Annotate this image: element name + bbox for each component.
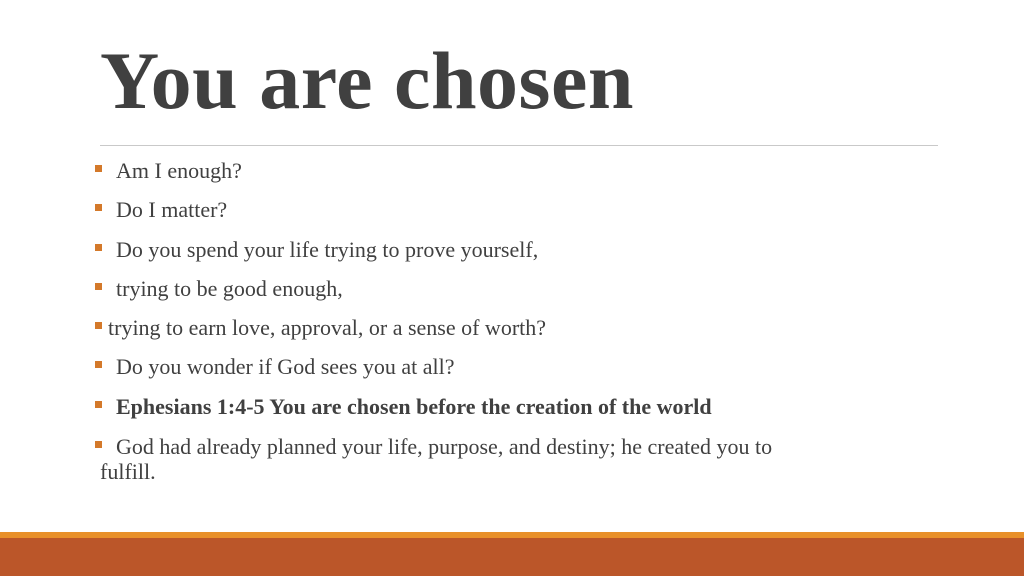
bullet-item-scripture [95,394,712,420]
square-bullet-icon [95,401,102,408]
bullet-text: trying to earn love, approval, or a sense of worth? [108,315,547,340]
bullet-text: Ephesians 1:4-5 You are chosen before the creation of the world [116,394,712,419]
bullet-text: Am I enough? [116,158,242,183]
bullet-item [95,158,242,184]
square-bullet-icon [95,322,102,329]
footer-bar [0,538,1024,576]
bullet-text: Do I matter? [116,197,228,222]
bullet-item [95,276,343,302]
square-bullet-icon [95,283,102,290]
bullet-text-continuation: fulfill. [100,459,156,484]
square-bullet-icon [95,361,102,368]
bullet-text: God had already planned your life, purpose, and destiny; he created you to [116,434,773,459]
slide-title: You are chosen [100,35,634,126]
bullet-item [95,197,227,223]
bullet-item [95,354,454,380]
bullet-text: Do you spend your life trying to prove yourself, [116,237,539,262]
title-divider [100,145,938,146]
square-bullet-icon [95,441,102,448]
square-bullet-icon [95,244,102,251]
bullet-item [95,315,546,341]
square-bullet-icon [95,165,102,172]
bullet-item [95,237,538,263]
square-bullet-icon [95,204,102,211]
bullet-text: trying to be good enough, [116,276,343,301]
bullet-item [95,434,895,484]
bullet-text: Do you wonder if God sees you at all? [116,354,455,379]
